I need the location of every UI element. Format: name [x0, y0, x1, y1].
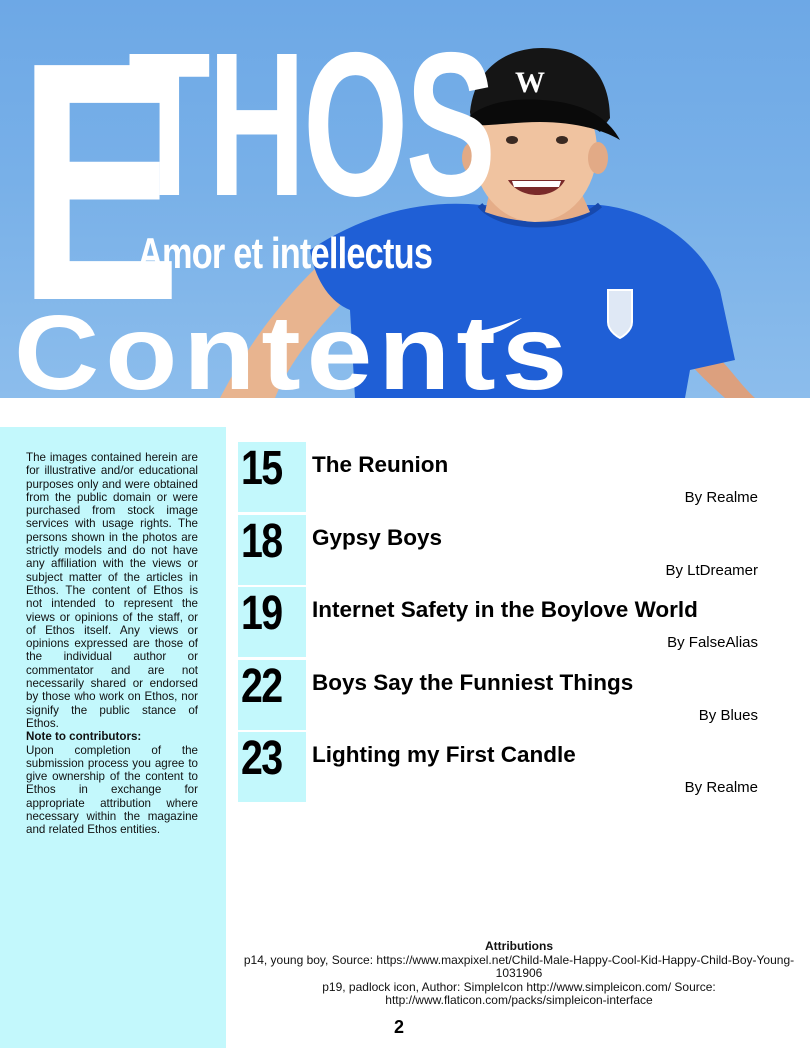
toc-title[interactable]: The Reunion	[312, 452, 449, 477]
attribution-line: p14, young boy, Source: https://www.maxpixel.net/Child-Male-Happy-Cool-Kid-Happy-Child-Boy-Young-1031906	[243, 952, 795, 980]
masthead-initial: E	[18, 0, 177, 372]
toc-author: By Blues	[698, 706, 758, 724]
toc-title[interactable]: Gypsy Boys	[312, 524, 443, 550]
toc-entry[interactable]	[238, 515, 798, 588]
masthead-tagline: Amor et intellectus	[138, 229, 433, 278]
toc-entry[interactable]	[238, 732, 798, 805]
toc-entry[interactable]	[238, 587, 798, 660]
toc-page-box	[238, 515, 306, 585]
toc-author: By Realme	[684, 489, 758, 506]
table-of-contents	[238, 442, 798, 805]
cap-letter: W	[515, 66, 545, 99]
attributions	[228, 940, 810, 1008]
masthead-title: THOS	[128, 10, 494, 239]
toc-page-number: 18	[241, 514, 282, 568]
toc-title[interactable]: Boys Say the Funniest Things	[312, 669, 634, 695]
toc-author: By LtDreamer	[665, 561, 758, 579]
toc-page-number: 15	[241, 442, 282, 495]
toc-entry[interactable]	[238, 660, 798, 733]
attribution-line: p19, padlock icon, Author: SimpleIcon http://www.simpleicon.com/ Source: http://www.flaticon.com/packs/simpleicon-interface	[322, 979, 716, 1007]
toc-page-number: 23	[241, 732, 282, 785]
toc-author: By Realme	[684, 779, 758, 796]
toc-page-box	[238, 732, 306, 802]
contents-heading: Contents	[14, 293, 574, 398]
toc-page-box	[238, 587, 306, 657]
disclaimer-text: The images contained herein are for illustrative and/or educational purposes only and were obtained from the public domain or were purchased from stock image services with usage rights. The persons shown in the photos are strictly models and do not have any affiliation with the views or subject matter of the articles in Ethos. The content of Ethos is not intended to represent the views or opinions of the staff, or of Ethos itself. Any views or opinions expressed are those of the individual author or commentator and are not necessarily shared or endorsed by those who work on Ethos, nor signify the public stance of Ethos.	[26, 451, 198, 730]
page-number: 2	[394, 1017, 405, 1037]
toc-title[interactable]: Lighting my First Candle	[312, 742, 576, 767]
note-title: Note to contributors:	[26, 730, 142, 744]
toc-page-box	[238, 660, 306, 730]
toc-page-number: 19	[241, 587, 282, 640]
toc-title[interactable]: Internet Safety in the Boylove World	[312, 597, 698, 622]
toc-author: By FalseAlias	[667, 634, 758, 651]
hero-banner	[0, 0, 810, 398]
attributions-title: Attributions	[485, 939, 553, 953]
disclaimer-text-block	[26, 451, 198, 837]
toc-page-box	[238, 442, 306, 512]
note-text: Upon completion of the submission process you agree to give ownership of the content to Ethos in exchange for appropriate attribution where necessary within the magazine and related Ethos entities.	[26, 743, 198, 837]
toc-entry[interactable]	[238, 442, 798, 515]
disclaimer-panel	[0, 427, 226, 1048]
toc-page-number: 22	[241, 659, 282, 713]
